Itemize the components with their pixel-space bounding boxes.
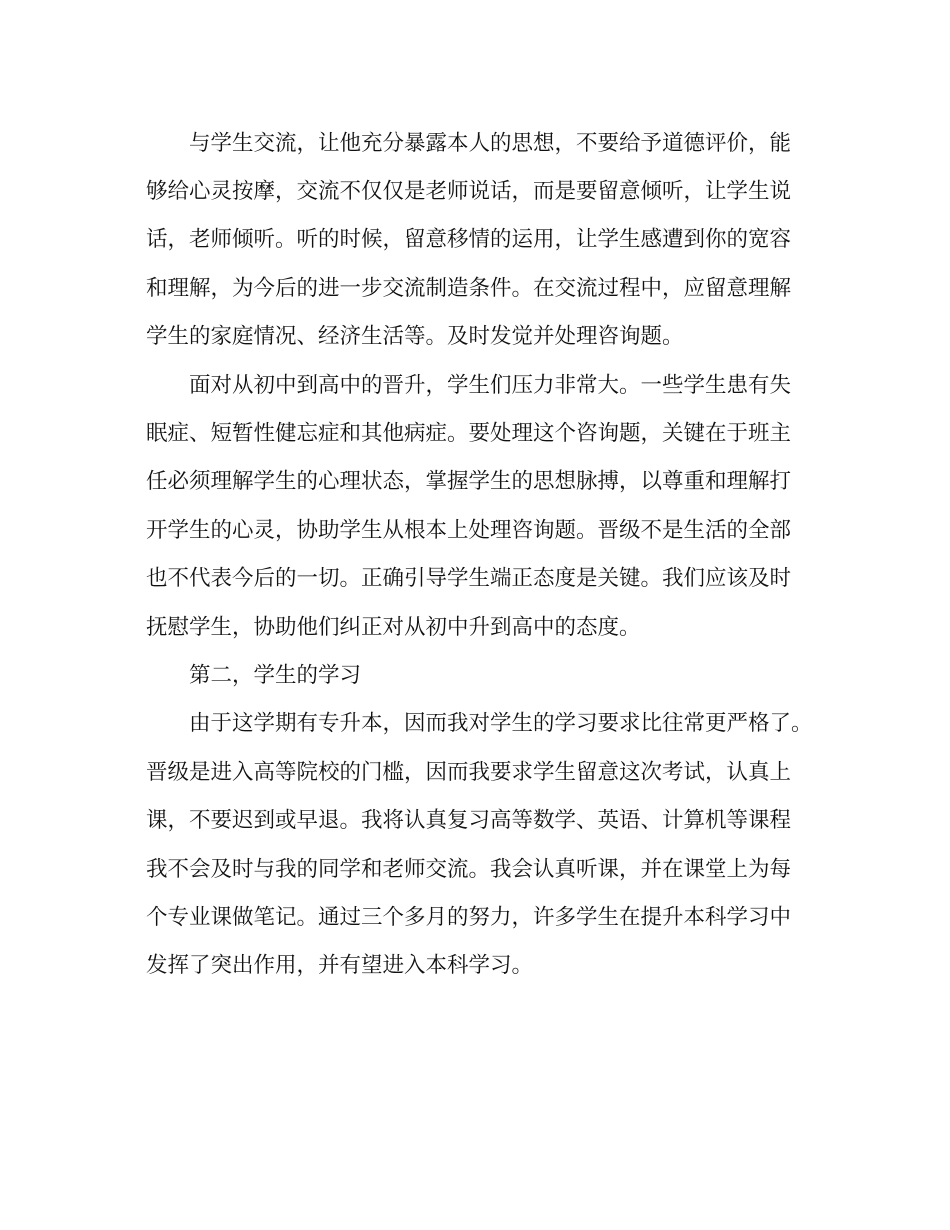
paragraph-2-line-3: 任必须理解学生的心理状态，掌握学生的思想脉搏，以尊重和理解打	[146, 469, 792, 494]
paragraph-2-line-6: 抚慰学生，协助他们纠正对从初中升到高中的态度。	[146, 615, 641, 640]
paragraph-3-line-2: 晋级是进入高等院校的门槛，因而我要求学生留意这次考试，认真上	[146, 760, 792, 785]
paragraph-2-line-1: 面对从初中到高中的晋升，学生们压力非常大。一些学生患有失	[189, 373, 792, 398]
paragraph-1-line-4: 和理解，为今后的进一步交流制造条件。在交流过程中，应留意理解	[146, 276, 792, 301]
paragraph-1-line-3: 话，老师倾听。听的时候，留意移情的运用，让学生感遭到你的宽容	[146, 227, 792, 252]
paragraph-1-line-2: 够给心灵按摩，交流不仅仅是老师说话，而是要留意倾听，让学生说	[146, 179, 792, 204]
paragraph-2-line-5: 也不代表今后的一切。正确引导学生端正态度是关键。我们应该及时	[146, 566, 792, 591]
paragraph-3-line-5: 个专业课做笔记。通过三个多月的努力，许多学生在提升本科学习中	[146, 905, 792, 930]
paragraph-2-line-2: 眠症、短暂性健忘症和其他病症。要处理这个咨询题，关键在于班主	[146, 421, 792, 446]
paragraph-2-line-4: 开学生的心灵，协助学生从根本上处理咨询题。晋级不是生活的全部	[146, 518, 792, 543]
paragraph-3-line-3: 课，不要迟到或早退。我将认真复习高等数学、英语、计算机等课程	[146, 808, 792, 833]
paragraph-1-line-1: 与学生交流，让他充分暴露本人的思想，不要给予道德评价，能	[189, 131, 792, 156]
paragraph-3-line-6: 发挥了突出作用，并有望进入本科学习。	[146, 953, 534, 978]
paragraph-3-line-4: 我不会及时与我的同学和老师交流。我会认真听课，并在课堂上为每	[146, 857, 792, 882]
paragraph-3-line-1: 由于这学期有专升本，因而我对学生的学习要求比往常更严格了。	[189, 711, 813, 736]
paragraph-1-line-5: 学生的家庭情况、经济生活等。及时发觉并处理咨询题。	[146, 324, 684, 349]
section-heading: 第二，学生的学习	[189, 663, 362, 688]
